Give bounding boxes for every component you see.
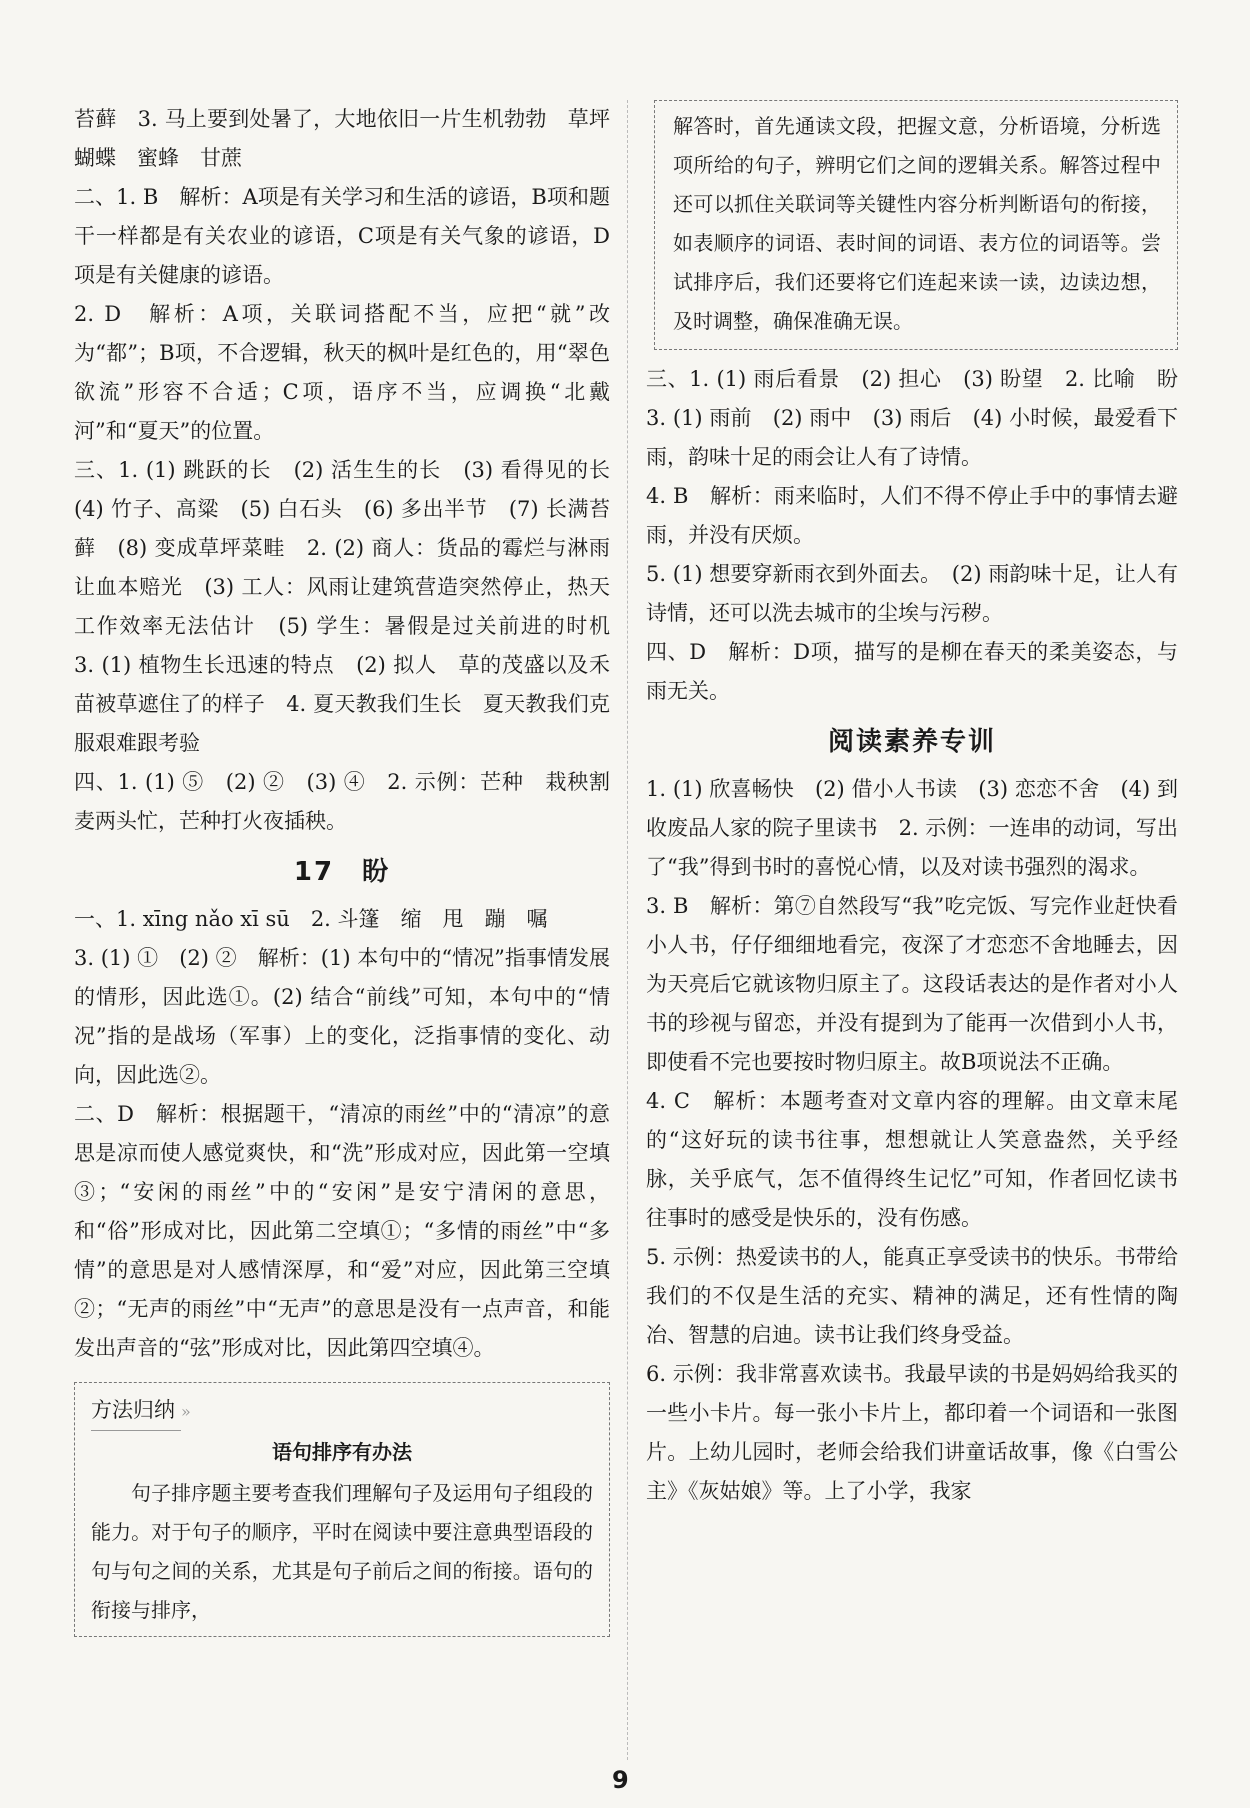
answer-paragraph: 一、1. xīng nǎo xī sū 2. 斗篷 缩 甩 蹦 嘱 (74, 907, 548, 931)
tip-box (654, 100, 1178, 350)
double-chevron-icon: » (181, 1402, 191, 1421)
answer-paragraph: 二、D 解析：根据题干，“清凉的雨丝”中的“清凉”的意思是凉而使人感觉爽快，和“洗”形成对应，因此第一空填③；“安闲的雨丝”中的“安闲”是安宁清闲的意思，和“俗”形成对比，因此第二空填①；“多情的雨丝”中“多情”的意思是对人感情深厚，和“爱”对应，因此第三空填②；“无声的雨丝”中“无声”的意思是没有一点声音，和能发出声音的“弦”形成对比，因此第四空填④。 (74, 1102, 610, 1360)
answer-paragraph: 三、1. (1) 雨后看景 (2) 担心 (3) 盼望 2. 比喻 盼 3. (1) 雨前 (2) 雨中 (3) 雨后 (4) 小时候，最爱看下雨，韵味十足的雨会让人有了诗情。 (646, 367, 1199, 469)
tip-text: 解答时，首先通读文段，把握文意，分析语境，分析选项所给的句子，辨明它们之间的逻辑关系。解答过程中还可以抓住关联词等关键性内容分析判断语句的衔接，如表顺序的词语、表时间的词语、表方位的词语等。尝试排序后，我们还要将它们连起来读一读，边读边想，及时调整，确保准确无误。 (673, 114, 1161, 333)
method-text: 句子排序题主要考查我们理解句子及运用句子组段的能力。对于句子的顺序，平时在阅读中要注意典型语段的句与句之间的关系，尤其是句子前后之间的衔接。语句的衔接与排序， (91, 1481, 593, 1622)
column-divider (627, 100, 628, 1760)
method-summary-box (74, 1382, 610, 1637)
right-column (646, 100, 1199, 1511)
answer-paragraph: 3. (1) ① (2) ② 解析：(1) 本句中的“情况”指事情发展的情形，因此选①。(2) 结合“前线”可知，本句中的“情况”指的是战场（军事）上的变化，泛指事情的变化、动向，因此选②。 (74, 946, 610, 1087)
lesson-title: 17 盼 (293, 857, 391, 887)
answer-paragraph: 3. B 解析：第⑦自然段写“我”吃完饭、写完作业赶快看小人书，仔仔细细地看完，夜深了才恋恋不舍地睡去，因为天亮后它就该物归原主了。这段话表达的是作者对小人书的珍视与留恋，并没有提到为了能再一次借到小人书，即使看不完也要按时物归原主。故B项说法不正确。 (646, 894, 1178, 1074)
answer-paragraph: 二、1. B 解析：A项是有关学习和生活的谚语，B项和题干一样都是有关农业的谚语，C项是有关气象的谚语，D项是有关健康的谚语。 (74, 185, 610, 287)
section-title: 阅读素养专训 (827, 727, 996, 757)
answer-paragraph: 四、1. (1) ⑤ (2) ② (3) ④ 2. 示例：芒种 栽秧割麦两头忙，芒种打火夜插秧。 (74, 770, 610, 833)
page-number: 9 (612, 1766, 629, 1794)
answer-paragraph: 三、1. (1) 跳跃的长 (2) 活生生的长 (3) 看得见的长 (4) 竹子、高粱 (5) 白石头 (6) 多出半节 (7) 长满苔藓 (8) 变成草坪菜畦 2. (2) 商人：货品的霉烂与淋雨让血本赔光 (3) 工人：风雨让建筑营造突然停止，热天工作效率无法估计 (5) 学生：暑假是过关前进的时机 3. (1) 植物生长迅速的特点 (2) 拟人 草的茂盛以及禾苗被草遮住了的样子 4. 夏天教我们生长 夏天教我们克服艰难跟考验 (74, 458, 631, 755)
answer-paragraph: 4. C 解析：本题考查对文章内容的理解。由文章末尾的“这好玩的读书往事，想想就让人笑意盎然，关乎经脉，关乎底气，怎不值得终生记忆”可知，作者回忆读书往事时的感受是快乐的，没有伤感。 (646, 1089, 1178, 1230)
answer-paragraph: 四、D 解析：D项，描写的是柳在春天的柔美姿态，与雨无关。 (646, 640, 1178, 703)
answer-paragraph: 2. D 解析：A项，关联词搭配不当，应把“就”改为“都”；B项，不合逻辑，秋天的枫叶是红色的，用“翠色欲流”形容不合适；C项，语序不当，应调换“北戴河”和“夏天”的位置。 (74, 302, 610, 443)
method-label: 方法归纳 (91, 1391, 181, 1431)
answer-paragraph: 5. (1) 想要穿新雨衣到外面去。 (2) 雨韵味十足，让人有诗情，还可以洗去城市的尘埃与污秽。 (646, 562, 1178, 625)
method-title: 语句排序有办法 (272, 1440, 412, 1464)
answer-paragraph: 苔藓 3. 马上要到处暑了，大地依旧一片生机勃勃 草坪 蝴蝶 蜜蜂 甘蔗 (74, 107, 631, 170)
answer-paragraph: 4. B 解析：雨来临时，人们不得不停止手中的事情去避雨，并没有厌烦。 (646, 484, 1178, 547)
answer-paragraph: 5. 示例：热爱读书的人，能真正享受读书的快乐。书带给我们的不仅是生活的充实、精神的满足，还有性情的陶冶、智慧的启迪。读书让我们终身受益。 (646, 1245, 1178, 1347)
answer-paragraph: 6. 示例：我非常喜欢读书。我最早读的书是妈妈给我买的一些小卡片。每一张小卡片上，都印着一个词语和一张图片。上幼儿园时，老师会给我们讲童话故事，像《白雪公主》《灰姑娘》等。上了小学，我家 (646, 1362, 1178, 1503)
left-column (74, 100, 631, 1637)
answer-paragraph: 1. (1) 欣喜畅快 (2) 借小人书读 (3) 恋恋不舍 (4) 到收废品人家的院子里读书 2. 示例：一连串的动词，写出了“我”得到书时的喜悦心情，以及对读书强烈的渴求。 (646, 777, 1178, 879)
